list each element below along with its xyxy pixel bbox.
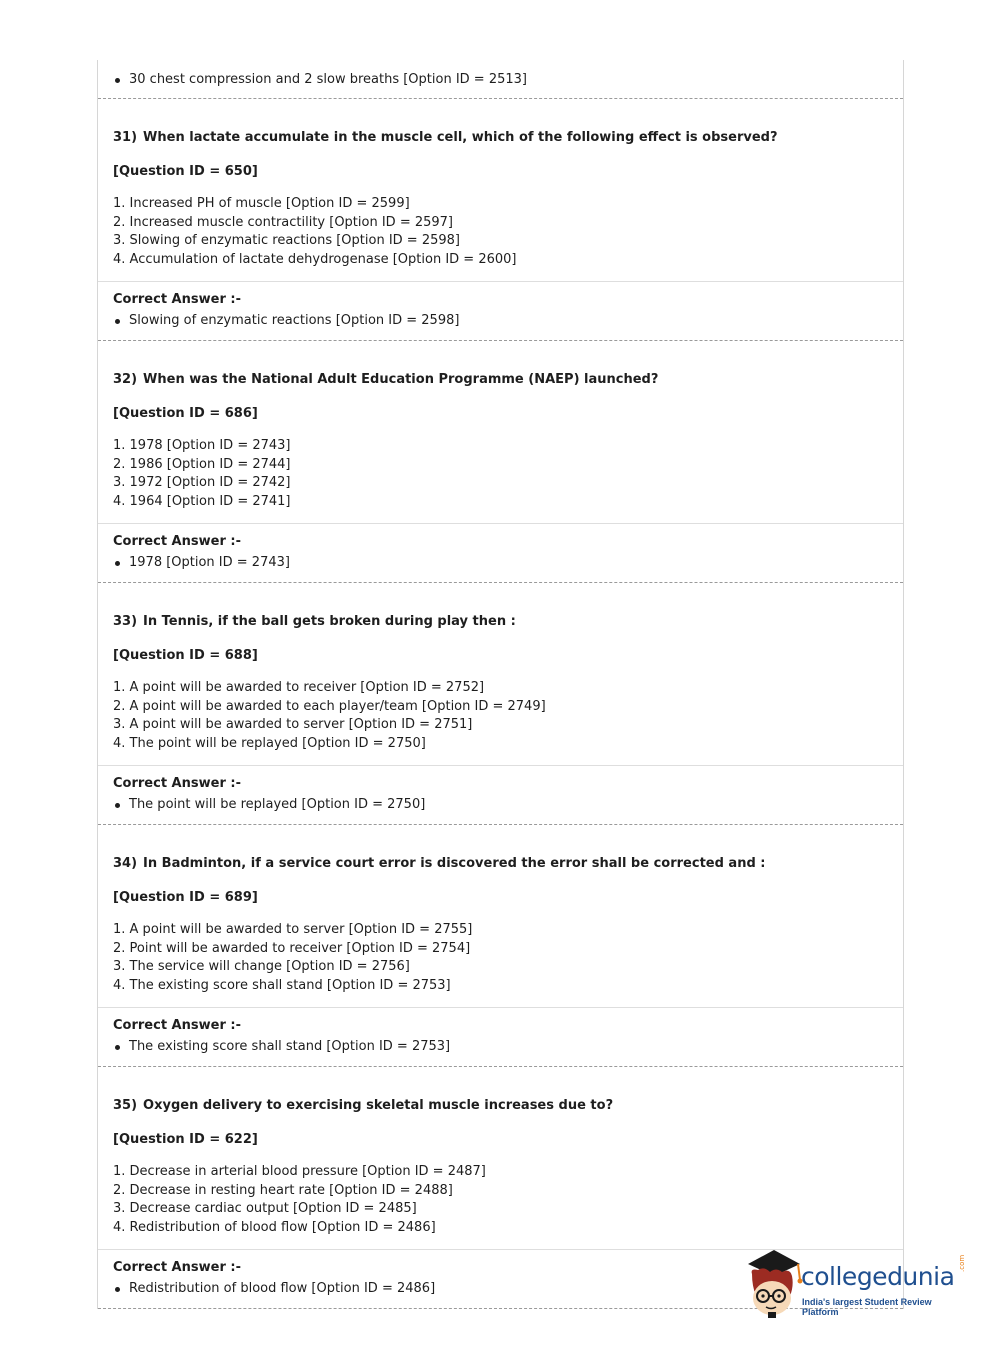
question-id: [Question ID = 688] [113, 648, 258, 663]
question-id: [Question ID = 650] [113, 164, 258, 179]
option: 4. Accumulation of lactate dehydrogenase [Option ID = 2600] [113, 251, 517, 267]
option: 1. 1978 [Option ID = 2743] [113, 438, 291, 453]
correct-answer-label: Correct Answer :- [113, 292, 241, 307]
question-paper [97, 60, 904, 1309]
question-title [113, 613, 888, 630]
bullet-icon [115, 803, 120, 808]
bullet-icon [115, 1287, 120, 1292]
question-text: When was the National Adult Education Programme (NAEP) launched? [143, 372, 659, 387]
correct-answer-text: The existing score shall stand [Option ID = 2753] [129, 1039, 451, 1054]
question-title [113, 371, 888, 388]
option: 3. A point will be awarded to server [Option ID = 2751] [113, 717, 473, 732]
bullet-icon [115, 319, 120, 324]
question-title [113, 855, 888, 872]
question-number: 32) [113, 372, 138, 387]
correct-answer-text: Redistribution of blood flow [Option ID = 2486] [129, 1281, 436, 1296]
correct-answer-text: 1978 [Option ID = 2743] [129, 555, 290, 570]
question-number: 35) [113, 1098, 138, 1113]
question-id: [Question ID = 686] [113, 406, 258, 421]
option: 2. Point will be awarded to receiver [Option ID = 2754] [113, 940, 471, 956]
option: 2. A point will be awarded to each player/team [Option ID = 2749] [113, 698, 546, 714]
brand-suffix: .com [958, 1254, 966, 1272]
correct-answer-label: Correct Answer :- [113, 1018, 241, 1033]
question-id: [Question ID = 622] [113, 1132, 258, 1147]
option: 3. The service will change [Option ID = 2756] [113, 959, 410, 974]
question-block [98, 341, 903, 583]
collegedunia-logo [744, 1246, 968, 1320]
question-number: 33) [113, 614, 138, 629]
bullet-icon [115, 78, 120, 83]
correct-answer-text: The point will be replayed [Option ID = 2750] [129, 797, 426, 812]
option: 1. Decrease in arterial blood pressure [Option ID = 2487] [113, 1164, 486, 1179]
question-title [113, 129, 888, 146]
question-text: When lactate accumulate in the muscle cell, which of the following effect is observed? [143, 130, 778, 145]
correct-answer-label: Correct Answer :- [113, 534, 241, 549]
student-mascot-icon [744, 1246, 804, 1320]
brand-tagline: India's largest Student Review Platform [802, 1297, 932, 1317]
question-number: 34) [113, 856, 138, 871]
carryover-text: 30 chest compression and 2 slow breaths [Option ID = 2513] [129, 72, 527, 87]
option: 3. 1972 [Option ID = 2742] [113, 475, 291, 490]
question-title [113, 1097, 888, 1114]
question-block [98, 825, 903, 1067]
question-text: In Badminton, if a service court error is discovered the error shall be corrected and : [143, 856, 766, 871]
option: 1. Increased PH of muscle [Option ID = 2599] [113, 196, 410, 211]
option: 1. A point will be awarded to receiver [Option ID = 2752] [113, 680, 485, 695]
option: 4. Redistribution of blood flow [Option ID = 2486] [113, 1219, 436, 1235]
answer-section [98, 524, 903, 582]
question-text: In Tennis, if the ball gets broken during play then : [143, 614, 516, 629]
question-number: 31) [113, 130, 138, 145]
option: 2. 1986 [Option ID = 2744] [113, 456, 291, 472]
brand-name: collegedunia [801, 1262, 955, 1291]
answer-section [98, 1008, 903, 1066]
option: 2. Increased muscle contractility [Option ID = 2597] [113, 214, 453, 230]
question-text: Oxygen delivery to exercising skeletal muscle increases due to? [143, 1098, 614, 1113]
option: 3. Slowing of enzymatic reactions [Option ID = 2598] [113, 233, 460, 248]
bullet-icon [115, 561, 120, 566]
option: 3. Decrease cardiac output [Option ID = 2485] [113, 1201, 417, 1216]
correct-answer-label: Correct Answer :- [113, 776, 241, 791]
option: 2. Decrease in resting heart rate [Option ID = 2488] [113, 1182, 453, 1198]
option: 4. 1964 [Option ID = 2741] [113, 493, 291, 509]
option: 1. A point will be awarded to server [Option ID = 2755] [113, 922, 473, 937]
question-id: [Question ID = 689] [113, 890, 258, 905]
question-block [98, 99, 903, 341]
answer-section [98, 766, 903, 824]
correct-answer-text: Slowing of enzymatic reactions [Option ID = 2598] [129, 313, 460, 328]
question-block [98, 583, 903, 825]
option: 4. The point will be replayed [Option ID = 2750] [113, 735, 426, 751]
correct-answer-label: Correct Answer :- [113, 1260, 241, 1275]
bullet-icon [115, 1045, 120, 1050]
option: 4. The existing score shall stand [Option ID = 2753] [113, 977, 451, 993]
answer-section [98, 282, 903, 340]
carryover-answer [98, 60, 903, 99]
